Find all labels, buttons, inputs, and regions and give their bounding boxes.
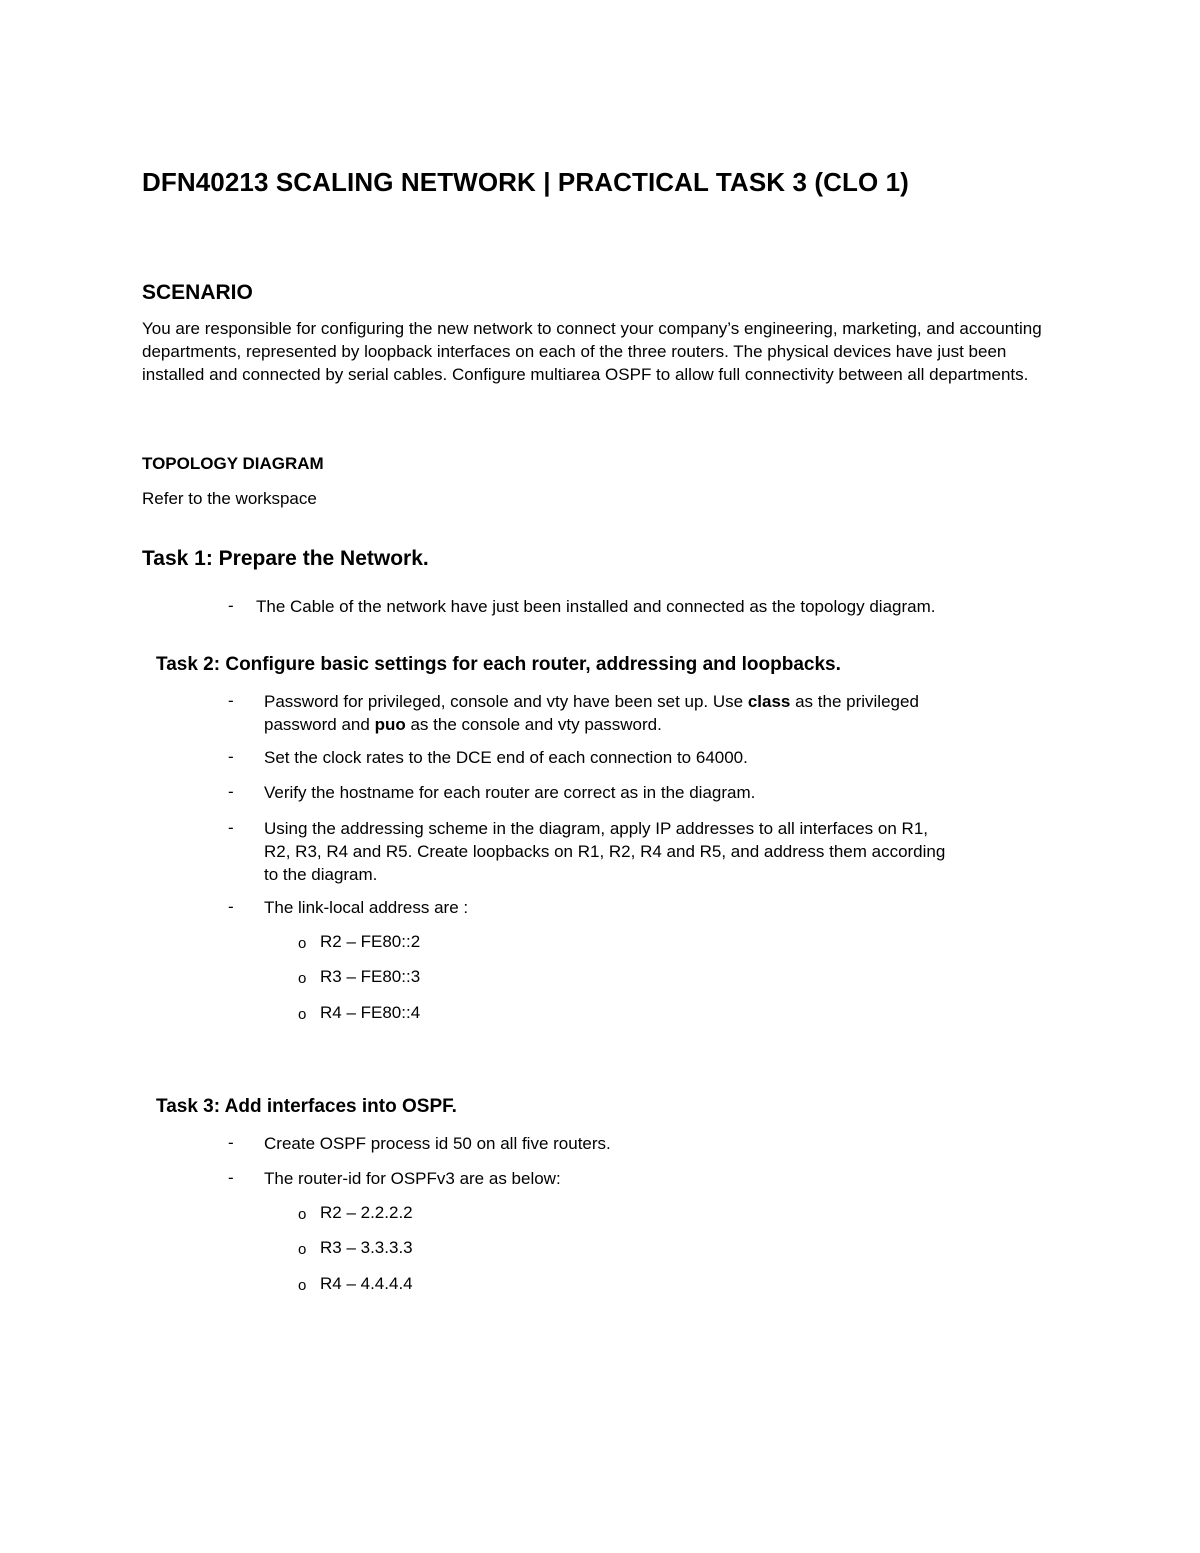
task2-sub-marker-2: o bbox=[298, 970, 307, 987]
privileged-password-value: class bbox=[747, 692, 791, 711]
task2-bullet-1-line-1 bbox=[264, 690, 919, 713]
task2-bullet-2: Set the clock rates to the DCE end of each connection to 64000. bbox=[264, 748, 748, 767]
task3-bullet-2: The router-id for OSPFv3 are as below: bbox=[264, 1169, 561, 1188]
scenario-text: You are responsible for configuring the new network to connect your company’s engineering, marketing, and accounting departments, represented by loopback interfaces on each of the three routers. The physical devices have just been installed and connected by serial cables. Configure multiarea OSPF to allow full connectivity between all departments. bbox=[142, 319, 1042, 384]
task3-sub-item-1: R2 – 2.2.2.2 bbox=[320, 1203, 413, 1222]
task2-bullet-4-line-2: R2, R3, R4 and R5. Create loopbacks on R1, R2, R4 and R5, and address them according bbox=[264, 842, 946, 861]
task2-bullet-marker-2: - bbox=[228, 747, 234, 766]
task2-bullet-4 bbox=[264, 817, 945, 886]
task3-bullet-marker-2: - bbox=[228, 1168, 234, 1187]
task2-bullet-marker-4: - bbox=[228, 818, 234, 837]
task2-sub-item-2: R3 – FE80::3 bbox=[320, 967, 421, 986]
task3-sub-item-3: R4 – 4.4.4.4 bbox=[320, 1274, 413, 1293]
task2-bullet-4-line-1: Using the addressing scheme in the diagram, apply IP addresses to all interfaces on R1, bbox=[264, 819, 928, 838]
task2-bullet-5: The link-local address are : bbox=[264, 898, 469, 917]
task2-sub-marker-3: o bbox=[298, 1006, 307, 1023]
task2-bullet-marker-3: - bbox=[228, 782, 234, 801]
task2-bullet-1-text-b: as the privileged bbox=[790, 692, 919, 711]
task2-bullet-1-text-c: password and bbox=[264, 715, 375, 734]
scenario-heading: SCENARIO bbox=[142, 281, 253, 304]
task3-heading: Task 3: Add interfaces into OSPF. bbox=[156, 1096, 457, 1117]
task2-heading: Task 2: Configure basic settings for each router, addressing and loopbacks. bbox=[156, 654, 841, 675]
task2-sub-marker-1: o bbox=[298, 935, 307, 952]
task1-bullet-marker: - bbox=[228, 596, 234, 615]
task3-sub-marker-2: o bbox=[298, 1241, 307, 1258]
task2-bullet-1-line-2 bbox=[264, 713, 919, 736]
task3-sub-marker-3: o bbox=[298, 1277, 307, 1294]
task1-heading: Task 1: Prepare the Network. bbox=[142, 547, 429, 570]
task3-sub-item-2: R3 – 3.3.3.3 bbox=[320, 1238, 413, 1257]
task2-bullet-3: Verify the hostname for each router are correct as in the diagram. bbox=[264, 783, 756, 802]
task3-sub-marker-1: o bbox=[298, 1206, 307, 1223]
task2-bullet-1-text-a: Password for privileged, console and vty have been set up. Use bbox=[264, 692, 748, 711]
task2-bullet-1-text-d: as the console and vty password. bbox=[405, 715, 662, 734]
topology-heading: TOPOLOGY DIAGRAM bbox=[142, 454, 324, 473]
task2-sub-item-3: R4 – FE80::4 bbox=[320, 1003, 421, 1022]
topology-text: Refer to the workspace bbox=[142, 489, 317, 508]
task2-bullet-4-line-3: to the diagram. bbox=[264, 865, 378, 884]
task1-bullet-1: The Cable of the network have just been installed and connected as the topology diagram. bbox=[256, 597, 936, 616]
console-password-value: puo bbox=[374, 715, 406, 734]
task2-bullet-marker-1: - bbox=[228, 691, 234, 710]
document-title: DFN40213 SCALING NETWORK | PRACTICAL TASK 3 (CLO 1) bbox=[142, 167, 909, 197]
task2-sub-item-1: R2 – FE80::2 bbox=[320, 932, 421, 951]
task2-bullet-marker-5: - bbox=[228, 897, 234, 916]
task2-bullet-1 bbox=[264, 690, 919, 736]
task3-bullet-marker-1: - bbox=[228, 1133, 234, 1152]
task3-bullet-1: Create OSPF process id 50 on all five routers. bbox=[264, 1134, 611, 1153]
